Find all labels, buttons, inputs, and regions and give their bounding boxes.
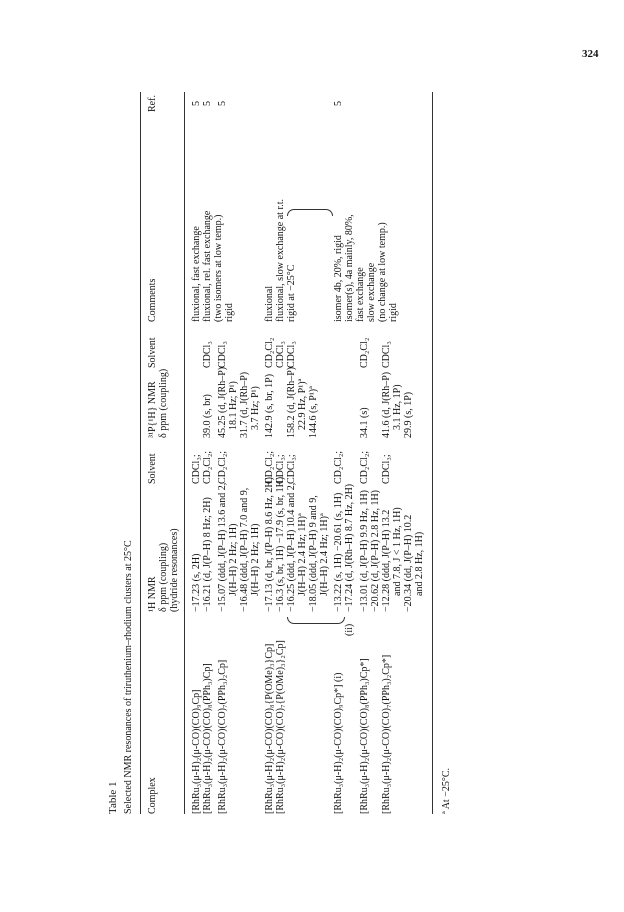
solvent2-cell: CD₂Cl₂ <box>264 337 275 368</box>
header-complex: Complex <box>147 777 158 814</box>
bottom-rule <box>432 92 433 814</box>
comment-cell: fluxional, slow exchange at r.t. <box>275 198 286 322</box>
h-nmr-cell: −13.01 (d, J(P–H) 9.9 Hz, 1H) <box>359 489 370 612</box>
solvent2-cell: CDCl₃ <box>286 341 297 368</box>
solvent2-cell: CDCl₃ <box>202 341 213 368</box>
complex-cell: [RhRu₃(μ-H)₂(μ-CO)(CO)₇(PPh₃)₂Cp*] <box>381 654 392 814</box>
comment-cell: (no change at low temp.) <box>377 222 388 322</box>
comment-cell: fluxional, rel. fast exchange <box>202 210 213 322</box>
complex-cell: [RhRu₃(μ-H)₂(μ-CO)(CO)₉Cp*] (i) <box>333 672 344 814</box>
header-solvent-2: Solvent <box>147 337 158 368</box>
solvent1-cell: CDCl₃; <box>275 454 286 484</box>
p-nmr-cell: 144.6 (s, P¹)ª <box>308 386 319 438</box>
h-nmr-cell: −17.24 (d, J(Rh–H) 8.7 Hz, 2H) <box>344 483 355 612</box>
h-nmr-cell: J(H–H) 2.4 Hz; 1H)ª <box>297 513 308 596</box>
solvent1-cell: CDCl₃; <box>191 454 202 484</box>
h-nmr-cell: J(H–H) 2 Hz; 1H) <box>228 523 239 596</box>
header-comments: Comments <box>147 278 158 322</box>
complex-cell: [RhRu₃(μ-H)₂(μ-CO)(CO)₇(PPh₃)₂Cp] <box>217 659 228 814</box>
comment-cell: (two isomers at low temp.) <box>213 214 224 322</box>
ref-cell: 5 <box>333 101 344 106</box>
comment-cell: fluxional, fast exchange <box>191 226 202 322</box>
header-rule <box>184 92 185 814</box>
rotated-table <box>92 62 592 842</box>
comment-cell: fast exchange <box>355 267 366 322</box>
header-ref: Ref. <box>147 95 158 112</box>
ref-cell: 5 <box>191 101 202 106</box>
comment-cell: isomer 4b, 20%, rigid <box>333 235 344 322</box>
p-nmr-cell: 45.25 (d, J(Rh–P) <box>217 366 228 438</box>
complex-cell: [RhRu₃(μ-H)₂(μ-CO)(CO)₉Cp] <box>191 689 202 814</box>
solvent1-cell: CD₂Cl₂; <box>333 450 344 484</box>
h-nmr-cell: −18.05 (ddd, J(P–H) 9 and 9, <box>308 495 319 612</box>
p-nmr-cell: 41.6 (d, J(Rh–P) <box>381 371 392 438</box>
header-p-nmr-1: ³¹P{¹H} NMR <box>147 381 158 438</box>
h-nmr-cell: −12.28 (ddd, J(P–H) 13.2 <box>381 509 392 612</box>
header-p-nmr-2: δ ppm (coupling) <box>158 368 169 438</box>
comment-cell: fluxional <box>264 285 275 322</box>
h-nmr-cell: −20.62 (d, J(P–H) 2.8 Hz, 1H) <box>370 489 381 612</box>
h-nmr-cell: −17.13 (d, br, J(P–H) 8.6 Hz, 2H) <box>264 477 275 612</box>
solvent1-cell: CD₂Cl₂; <box>264 450 275 484</box>
solvent2-cell: CDCl₃ <box>381 341 392 368</box>
complex-cell: [RhRu₃(μ-H)₂(μ-CO)(CO)₈(PPh₃)Cp*] <box>359 658 370 814</box>
p-nmr-cell: 3.7 Hz; P¹) <box>250 386 261 430</box>
solvent1-cell: CDCl₃; <box>381 454 392 484</box>
top-rule <box>140 92 141 814</box>
solvent2-cell: CDCl₃ <box>275 341 286 368</box>
complex-cell: (ii) <box>344 623 355 636</box>
h-nmr-cell: and 2.8 Hz, 1H) <box>414 531 425 596</box>
h-nmr-cell: −13.22 (s, 1H) −20.61 (s, 1H) <box>333 492 344 612</box>
solvent1-cell: CD₂Cl₂; <box>217 450 228 484</box>
p-nmr-cell: 18.1 Hz; P¹) <box>228 381 239 430</box>
complex-cell: [RhRu₃(μ-H)₂(μ-CO)(CO)₈{P(OMe)₃}Cp] <box>264 643 275 814</box>
header-h-nmr-3: (hydride resonances) <box>169 528 180 612</box>
p-nmr-cell: 39.0 (s, br) <box>202 394 213 438</box>
h-nmr-cell: −20.34 (dd, J(P–H) 10.2 <box>403 514 414 612</box>
p-nmr-cell: 158.2 (d, J(Rh–P) <box>286 366 297 438</box>
table-caption: Selected NMR resonances of triruthenium–rhodium clusters at 25°C <box>123 540 134 814</box>
h-nmr-cell: −16.21 (d, J(P–H) 8 Hz; 2H) <box>202 497 213 612</box>
p-nmr-cell: 22.9 Hz, P¹)ª <box>297 378 308 430</box>
h-nmr-cell: −16.3 (s, br, 1H) −17.9 (s, br, 1H) <box>275 476 286 612</box>
p-nmr-cell: 34.1 (s) <box>359 407 370 438</box>
h-nmr-cell: and 7.8, J < 1 Hz, 1H) <box>392 507 403 596</box>
comment-cell: isomer(s), 4a mainly, 80%, <box>344 214 355 322</box>
header-h-nmr-1: ¹H NMR <box>147 576 158 612</box>
h-nmr-cell: −16.25 (ddd, J(P–H) 10.4 and 2, <box>286 482 297 612</box>
solvent2-cell: CDCl₃ <box>217 341 228 368</box>
page-number: 324 <box>582 48 599 60</box>
h-nmr-cell: −16.48 (ddd, J(P–H) 7.0 and 9, <box>239 487 250 612</box>
header-solvent-1: Solvent <box>147 453 158 484</box>
ref-cell: 5 <box>217 101 228 106</box>
complex-cell: [RhRu₃(μ-H)₂(μ-CO)(CO)₇{P(OMe)₃}₂Cp] <box>275 640 286 814</box>
p-nmr-cell: 29.9 (s, 1P) <box>403 391 414 438</box>
footnote: ª At −25°C. <box>441 767 452 814</box>
solvent1-cell: CDCl₃; <box>286 454 297 484</box>
table-label: Table 1 <box>107 781 119 814</box>
right-brace <box>287 209 333 216</box>
comment-cell: rigid at −25°C <box>286 264 297 322</box>
solvent2-cell: CD₂Cl₂ <box>359 337 370 368</box>
header-h-nmr-2: δ ppm (coupling) <box>158 542 169 612</box>
h-nmr-cell: −17.23 (s, 2H) <box>191 553 202 612</box>
ref-cell: 5 <box>202 101 213 106</box>
complex-cell: [RhRu₃(μ-H)₂(μ-CO)(CO)₈(PPh₃)Cp] <box>202 663 213 814</box>
left-brace <box>287 617 345 624</box>
solvent1-cell: CD₂Cl₂; <box>359 450 370 484</box>
h-nmr-cell: J(H–H) 2 Hz; 1H) <box>250 523 261 596</box>
solvent1-cell: CD₂Cl₂; <box>202 450 213 484</box>
h-nmr-cell: J(H–H) 2.4 Hz; 1H)ª <box>319 513 330 596</box>
comment-cell: rigid <box>224 303 235 322</box>
comment-cell: slow exchange <box>366 262 377 322</box>
h-nmr-cell: −15.07 (ddd, J(P–H) 13.6 and 2, <box>217 482 228 612</box>
p-nmr-cell: 3.1 Hz, 1P) <box>392 384 403 430</box>
p-nmr-cell: 31.7 (d, J(Rh–P) <box>239 371 250 438</box>
p-nmr-cell: 142.9 (s, br, 1P) <box>264 373 275 438</box>
comment-cell: rigid <box>388 303 399 322</box>
